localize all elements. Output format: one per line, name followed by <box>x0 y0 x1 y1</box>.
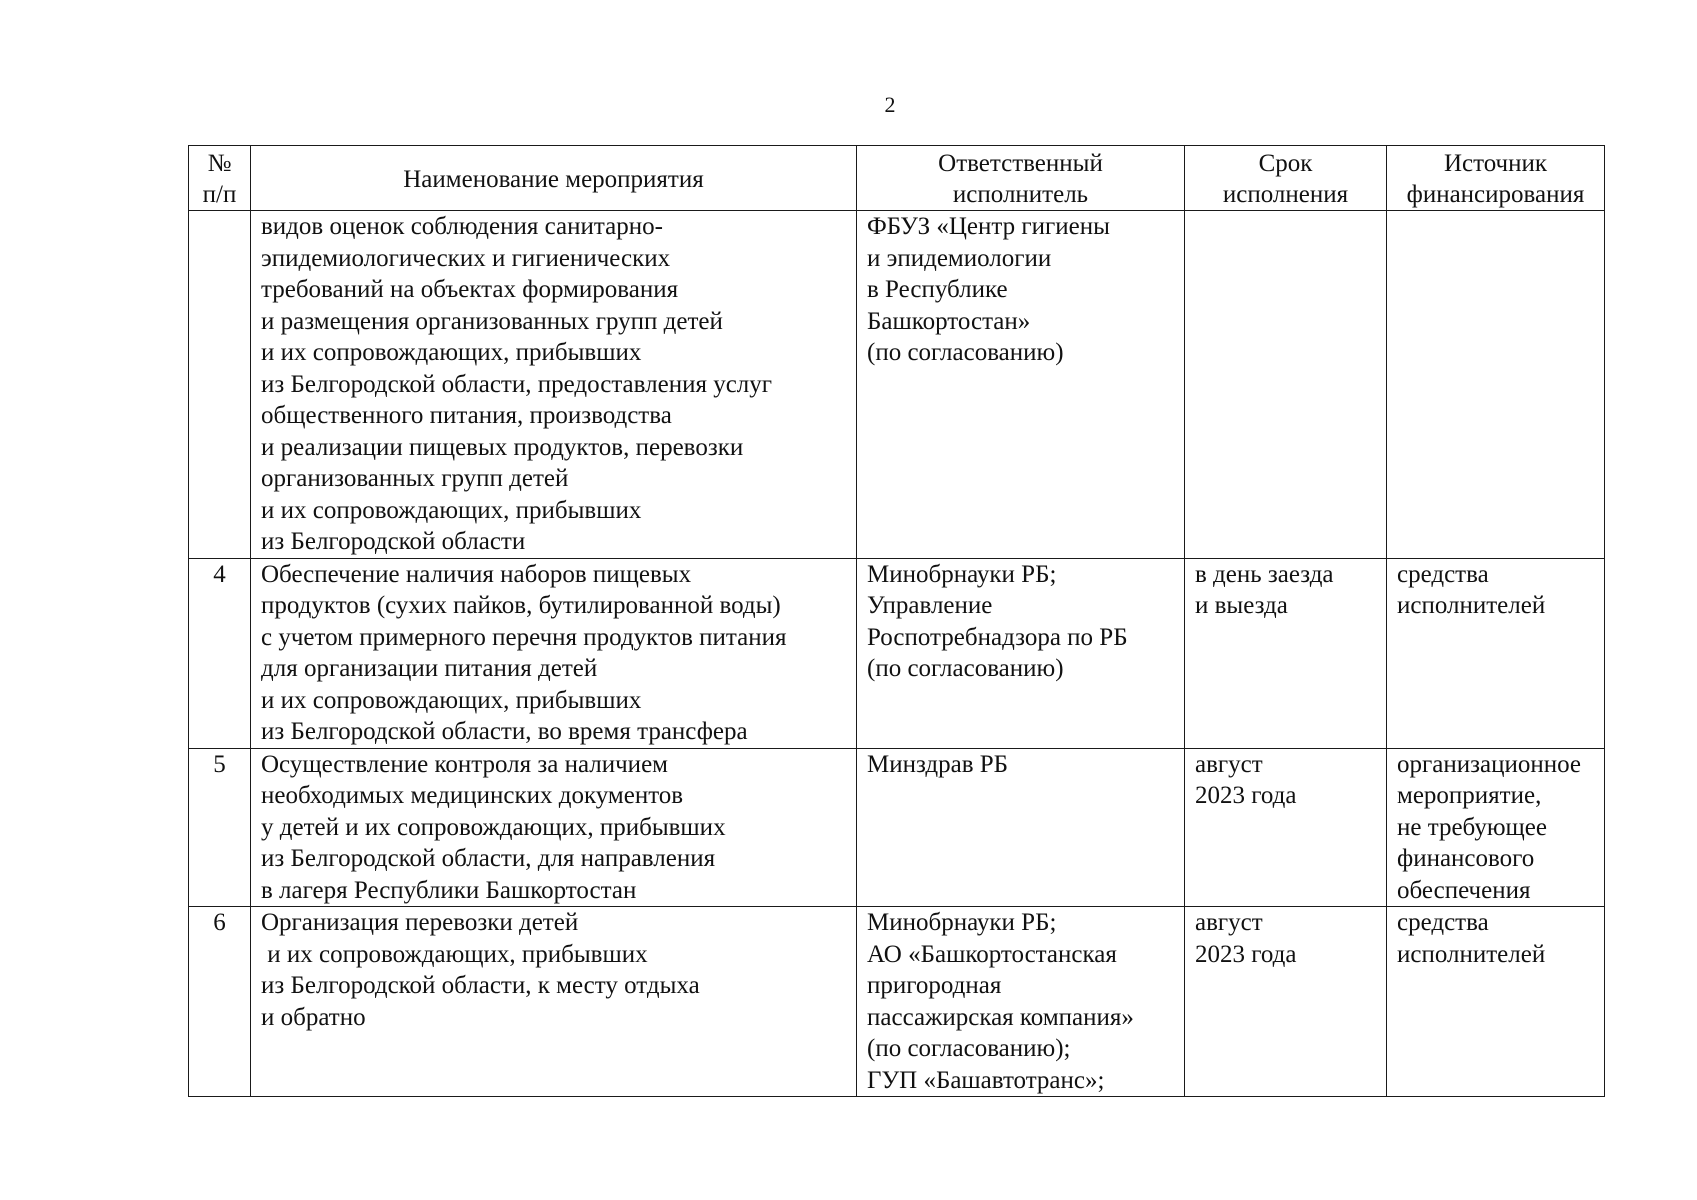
cell-line: финансирования <box>1406 181 1585 208</box>
cell-line: видов оценок соблюдения санитарно- <box>261 213 663 240</box>
cell-line: не требующее <box>1397 813 1547 841</box>
cell-line: исполнителей <box>1397 592 1546 619</box>
table-row <box>189 558 1605 748</box>
deadline-cell <box>1185 907 1387 1097</box>
cell-line: Срок <box>1258 150 1313 177</box>
cell-line: Башкортостан» <box>867 307 1031 335</box>
cell-line: Источник <box>1443 150 1548 177</box>
cell-line: Ответственный <box>938 150 1103 177</box>
cell-line: (по согласованию) <box>867 655 1064 682</box>
deadline-cell <box>1185 558 1387 748</box>
cell-line: Организация перевозки детей <box>261 909 579 936</box>
cell-line: финансового <box>1397 845 1535 872</box>
source-cell <box>1387 558 1605 748</box>
cell-line: и их сопровождающих, прибывших <box>261 686 642 714</box>
cell-line: пассажирская компания» <box>867 1003 1134 1031</box>
cell-line: исполнитель <box>952 181 1089 208</box>
cell-line: Роспотребнадзора по РБ <box>867 623 1128 651</box>
cell-line: эпидемиологических и гигиенических <box>261 244 671 272</box>
cell-line: из Белгородской области, во время трансфера <box>261 718 748 745</box>
source-cell <box>1387 211 1605 559</box>
cell-line: средства <box>1397 560 1489 588</box>
cell-line: организационное <box>1397 750 1581 778</box>
cell-line: Минобрнауки РБ; <box>867 909 1057 936</box>
cell-line: из Белгородской области, к месту отдыха <box>261 972 700 999</box>
responsible-cell <box>857 907 1185 1097</box>
deadline-cell <box>1185 211 1387 559</box>
cell-line: с учетом примерного перечня продуктов питания <box>261 623 787 651</box>
row-number: 6 <box>189 907 251 1097</box>
table-header-row <box>189 146 1605 211</box>
cell-line: август <box>1195 750 1263 778</box>
table-row <box>189 211 1605 559</box>
cell-line: продуктов (сухих пайков, бутилированной воды) <box>261 592 781 619</box>
cell-line: в день заезда <box>1195 560 1334 588</box>
header-responsible <box>857 146 1185 211</box>
cell-line: Обеспечение наличия наборов пищевых <box>261 560 692 588</box>
header-source <box>1387 146 1605 211</box>
cell-line: (по согласованию); <box>867 1035 1071 1062</box>
cell-line: 2023 года <box>1195 782 1297 809</box>
table-row <box>189 907 1605 1097</box>
cell-line: для организации питания детей <box>261 655 598 682</box>
page-number: 2 <box>884 92 896 117</box>
row-number: 4 <box>189 558 251 748</box>
event-name-cell <box>251 558 857 748</box>
cell-line: ФБУЗ «Центр гигиены <box>867 213 1110 240</box>
responsible-cell <box>857 558 1185 748</box>
cell-line: (по согласованию) <box>867 339 1064 366</box>
row-number: 5 <box>189 748 251 907</box>
cell-line: 2023 года <box>1195 940 1297 968</box>
cell-line: исполнителей <box>1397 940 1546 968</box>
cell-line: требований на объектах формирования <box>261 276 679 303</box>
cell-line: Минобрнауки РБ; <box>867 560 1057 588</box>
cell-line: организованных групп детей <box>261 465 569 492</box>
cell-line: из Белгородской области, для направления <box>261 845 716 872</box>
cell-line: общественного питания, производства <box>261 402 672 429</box>
cell-line: у детей и их сопровождающих, прибывших <box>261 813 726 841</box>
row-number <box>189 211 251 559</box>
cell-line: АО «Башкортостанская <box>867 940 1117 968</box>
cell-line: из Белгородской области <box>261 528 526 555</box>
cell-line: и эпидемиологии <box>867 244 1052 272</box>
cell-line: и их сопровождающих, прибывших <box>261 940 648 968</box>
cell-line: и размещения организованных групп детей <box>261 307 723 335</box>
cell-line: необходимых медицинских документов <box>261 782 684 809</box>
header-name <box>251 146 857 211</box>
cell-line: исполнения <box>1222 181 1349 208</box>
cell-line: и их сопровождающих, прибывших <box>261 496 642 524</box>
cell-line: пригородная <box>867 972 1002 999</box>
cell-line: из Белгородской области, предоставления услуг <box>261 370 773 398</box>
cell-line: и реализации пищевых продуктов, перевозки <box>261 433 744 461</box>
responsible-cell <box>857 211 1185 559</box>
event-name-cell <box>251 748 857 907</box>
cell-line: август <box>1195 909 1263 936</box>
cell-line: Осуществление контроля за наличием <box>261 750 668 778</box>
cell-line: Наименование мероприятия <box>403 165 704 193</box>
cell-line: и обратно <box>261 1003 366 1031</box>
cell-line: в Республике <box>867 276 1008 303</box>
cell-line: Минздрав РБ <box>867 750 1009 778</box>
cell-line: и выезда <box>1195 592 1288 619</box>
cell-line: № <box>207 150 232 177</box>
event-name-cell <box>251 907 857 1097</box>
deadline-cell <box>1185 748 1387 907</box>
source-cell <box>1387 907 1605 1097</box>
cell-line: ГУП «Башавтотранс»; <box>867 1066 1105 1094</box>
cell-line: мероприятие, <box>1397 782 1542 809</box>
header-num <box>189 146 251 211</box>
cell-line: средства <box>1397 909 1489 936</box>
events-table <box>188 145 1605 1097</box>
source-cell <box>1387 748 1605 907</box>
cell-line: п/п <box>202 181 237 208</box>
header-deadline <box>1185 146 1387 211</box>
event-name-cell <box>251 211 857 559</box>
cell-line: обеспечения <box>1397 876 1531 904</box>
cell-line: Управление <box>867 592 993 619</box>
table-row <box>189 748 1605 907</box>
cell-line: в лагеря Республики Башкортостан <box>261 876 637 904</box>
cell-line: и их сопровождающих, прибывших <box>261 339 642 366</box>
responsible-cell <box>857 748 1185 907</box>
